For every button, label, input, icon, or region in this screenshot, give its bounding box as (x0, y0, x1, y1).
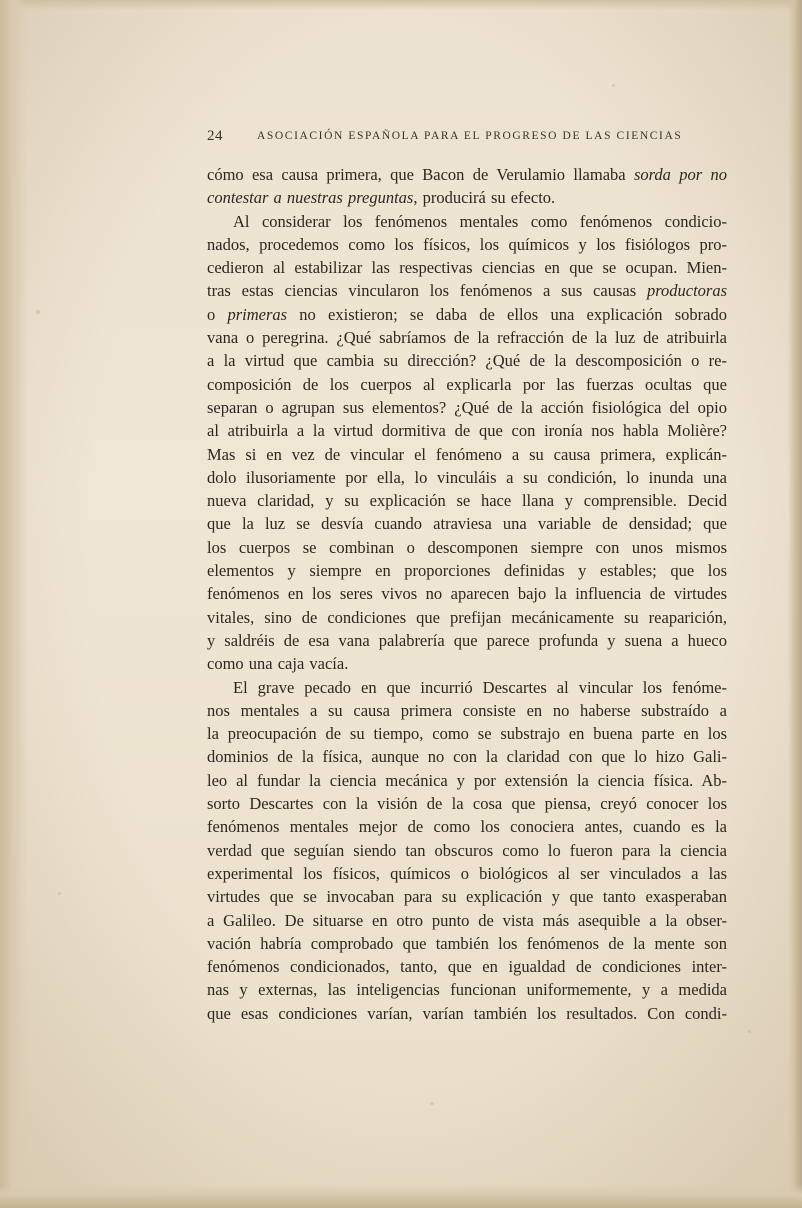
text-line (207, 279, 727, 302)
text-segment: verdad que seguían siendo tan obscuros como lo fueron para la ciencia (207, 840, 727, 860)
text-segment: que esas condiciones varían, varían también los resultados. Con condi- (207, 1003, 727, 1023)
text-line (207, 419, 727, 442)
text-line (207, 1002, 727, 1025)
text-segment: no existieron; se daba de ellos una explicación sobrado (287, 304, 728, 324)
text-segment: nos mentales a su causa primera consiste en no haberse substraído a (207, 700, 727, 720)
text-line (207, 606, 727, 629)
text-line (207, 815, 727, 838)
text-line (207, 443, 727, 466)
text-segment: sorto Descartes con la visión de la cosa que piensa, creyó conocer los (207, 794, 727, 814)
text-line (207, 373, 727, 396)
text-segment: virtudes que se invocaban para su explicación y que tanto exasperaban (207, 887, 727, 907)
text-segment: vana o peregrina. ¿Qué sabríamos de la refracción de la luz de atribuirla (207, 328, 727, 348)
text-segment: , producirá su efecto. (413, 188, 556, 208)
text-line (207, 652, 727, 675)
text-segment: Al considerar los fenómenos mentales como fenómenos condicio- (233, 211, 727, 231)
text-segment: leo al fundar la ciencia mecánica y por extensión la ciencia física. Ab- (207, 770, 727, 790)
text-line (207, 582, 727, 605)
text-segment: que la luz se desvía cuando atraviesa una variable de densidad; que (207, 514, 727, 534)
text-segment: fenómenos condicionados, tanto, que en igualdad de condiciones inter- (207, 957, 727, 977)
text-segment: dolo ilusoriamente por ella, lo vinculáis a su condición, lo inunda una (207, 467, 727, 487)
text-segment: cómo esa causa primera, que Bacon de Verulamio llamaba (207, 165, 634, 184)
text-segment: vitales, sino de condiciones que prefijan mecánicamente su reaparición, (207, 607, 727, 627)
text-line (207, 932, 727, 955)
text-segment: composición de los cuerpos al explicarla por las fuerzas ocultas que (207, 374, 727, 394)
text-segment: nueva claridad, y su explicación se hace llana y comprensible. Decid (207, 491, 727, 511)
running-head (207, 128, 727, 148)
text-line (207, 722, 727, 745)
text-line (207, 396, 727, 419)
text-segment: elementos y siempre en proporciones definidas y estables; que los (207, 561, 727, 581)
italic-text: contestar a nuestras preguntas (207, 188, 414, 208)
text-segment: a Galileo. De situarse en otro punto de vista más asequible a la obser- (207, 910, 727, 930)
running-title: ASOCIACIÓN ESPAÑOLA PARA EL PROGRESO DE LAS CIENCIAS (257, 130, 683, 142)
text-line (207, 326, 727, 349)
text-line (207, 256, 727, 279)
text-line (207, 349, 727, 372)
page-edge-top (0, 0, 802, 10)
text-line (207, 839, 727, 862)
text-line (207, 233, 727, 256)
text-segment: fenómenos mentales mejor de como los conociera antes, cuando es la (207, 817, 727, 837)
text-segment: tras estas ciencias vincularon los fenómenos a sus causas (207, 281, 647, 301)
body-text (207, 163, 727, 1025)
page-edge-right (788, 0, 802, 1208)
text-line (207, 489, 727, 512)
text-line (207, 699, 727, 722)
italic-text: sorda por no (633, 165, 727, 184)
page-edge-left (0, 0, 28, 1208)
text-line (207, 792, 727, 815)
text-segment: al atribuirla a la virtud dormitiva de que con ironía nos habla Molière? (207, 421, 727, 441)
text-segment: vación habría comprobado que también los fenómenos de la mente son (207, 933, 727, 953)
text-segment: nados, procedemos como los físicos, los químicos y los fisiólogos pro- (207, 234, 727, 254)
text-line (207, 885, 727, 908)
text-segment: los cuerpos se combinan o descomponen siempre con unos mismos (207, 537, 727, 557)
text-line (207, 769, 727, 792)
text-line (207, 512, 727, 535)
text-line (207, 629, 727, 652)
text-segment: separan o agrupan sus elementos? ¿Qué de la acción fisiológica del opio (207, 397, 727, 417)
text-line (207, 955, 727, 978)
text-segment: nas y externas, las inteligencias funcionan uniformemente, y a medida (207, 980, 727, 1000)
text-segment: a la virtud que cambia su dirección? ¿Qué de la descomposición o re- (207, 351, 727, 371)
page-edge-bottom (0, 1184, 802, 1208)
text-segment: cedieron al estabilizar las respectivas ciencias en que se ocupan. Mien- (207, 258, 727, 278)
text-line (207, 862, 727, 885)
text-line (207, 303, 727, 326)
text-segment: fenómenos en los seres vivos no aparecen bajo la influencia de virtudes (207, 584, 727, 604)
text-segment: y saldréis de esa vana palabrería que parece profunda y suena a hueco (207, 630, 727, 650)
text-line (207, 559, 727, 582)
text-line (207, 163, 727, 186)
text-segment: como una caja vacía. (207, 654, 349, 674)
italic-text: productoras (646, 281, 727, 301)
text-segment: dominios de la física, aunque no con la claridad con que lo hizo Gali- (207, 747, 727, 767)
text-segment: experimental los físicos, químicos o biológicos al ser vinculados a las (207, 863, 727, 883)
text-segment: El grave pecado en que incurrió Descartes al vincular los fenóme- (233, 677, 727, 697)
text-line (207, 466, 727, 489)
text-line (207, 536, 727, 559)
italic-text: primeras (227, 304, 288, 324)
text-segment: o (207, 304, 228, 324)
text-line (207, 909, 727, 932)
text-segment: Mas si en vez de vincular el fenómeno a su causa primera, explicán- (207, 444, 727, 464)
text-line (207, 745, 727, 768)
page-number: 24 (207, 128, 223, 144)
text-segment: la preocupación de su tiempo, como se substrajo en buena parte en los (207, 724, 727, 744)
text-line (207, 186, 727, 209)
text-line (207, 676, 727, 699)
text-line (207, 978, 727, 1001)
text-line (207, 210, 727, 233)
